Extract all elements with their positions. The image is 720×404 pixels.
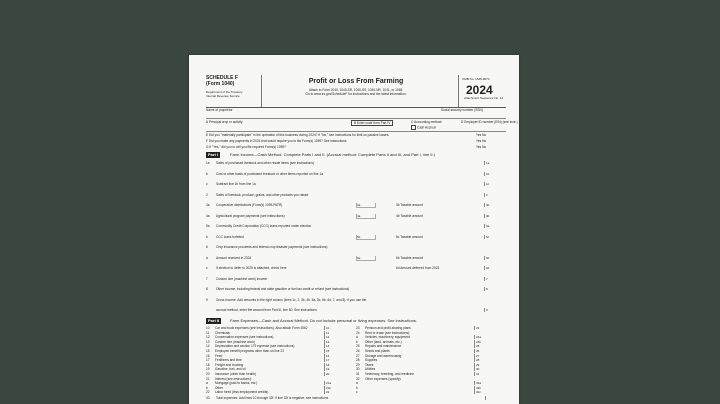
expense-amount-field[interactable]: 18 — [324, 363, 350, 367]
line-right-label: 3b Taxable amount — [396, 203, 423, 207]
principal-crop-label[interactable]: A Principal crop or activity — [206, 120, 243, 124]
expense-amount-field[interactable]: 13 — [324, 340, 350, 344]
expense-amount-field[interactable]: 22 — [324, 390, 350, 394]
line-text: Employee benefit programs other than on line 23 — [215, 349, 284, 353]
income-line — [206, 277, 506, 281]
header-row-a — [206, 120, 518, 125]
line-number: 19 — [206, 367, 210, 372]
expense-line-left — [206, 390, 356, 394]
line-number: 29 — [356, 362, 360, 367]
line-number: b — [206, 385, 208, 390]
expense-line-right — [356, 390, 506, 394]
expense-amount-field[interactable]: 19 — [324, 367, 350, 371]
expense-amount-field[interactable]: 32a — [474, 381, 500, 385]
rule — [206, 131, 506, 132]
line-amount-field[interactable]: 7 — [484, 277, 506, 281]
expense-line-left — [206, 358, 356, 362]
line-text: Freight and trucking — [215, 362, 244, 367]
header-divider — [261, 75, 262, 107]
line-number: a — [356, 335, 358, 340]
line-number: 21 — [206, 376, 210, 381]
expense-line-left — [206, 326, 356, 330]
schedule-label — [206, 75, 238, 87]
line-number: a — [356, 381, 358, 386]
expense-amount-field[interactable]: 20 — [324, 372, 350, 376]
line-number: 16 — [206, 353, 210, 358]
question-e-text: E Did you "materially participate" in the operation of this business during 2024? If "No," see instructions for limit on passive losses. — [206, 133, 390, 137]
expense-line-right — [356, 349, 506, 353]
line-number: 9 — [206, 297, 208, 302]
line-text: Labor hired (less employment credits) — [215, 390, 269, 395]
expense-line-right — [356, 372, 506, 376]
line-text: Interest (see instructions): — [215, 376, 252, 381]
part-1-label: Part I — [208, 152, 219, 157]
line-text: Subtract line 1b from line 1a — [216, 182, 256, 186]
expense-amount-field[interactable]: 17 — [324, 358, 350, 362]
income-line — [206, 287, 506, 291]
line-text: Gasoline, fuel, and oil — [215, 367, 246, 372]
expense-line-right — [356, 367, 506, 371]
form-title: Profit or Loss From Farming — [308, 78, 404, 85]
expense-amount-field[interactable]: 12 — [324, 335, 350, 339]
line-text: Vehicles, machinery, equipment — [365, 335, 410, 340]
income-line — [206, 172, 506, 176]
expense-line-right — [356, 377, 506, 381]
total-expenses-row — [206, 396, 506, 400]
name-row — [206, 108, 506, 112]
line-number: 11 — [206, 330, 210, 335]
line-text: Conservation expenses (see instructions) — [215, 335, 274, 340]
line-text: Rent or lease (see instructions): — [365, 330, 410, 335]
activity-code-field[interactable]: B Enter code from Part IV — [351, 120, 393, 126]
question-f — [206, 139, 506, 143]
expense-line-right — [356, 326, 506, 330]
line-amount-field[interactable]: 1b — [484, 172, 506, 176]
line-text: Mortgage (paid to banks, etc.) — [215, 381, 258, 386]
expense-line-right — [356, 381, 506, 385]
line-number: 12 — [206, 335, 210, 340]
income-line — [206, 182, 506, 186]
line-right-label: 6d Amount deferred from 2023 — [396, 266, 440, 270]
line-amount-field[interactable]: 5c — [484, 235, 506, 239]
expense-line-left — [206, 386, 356, 390]
line-number: 8 — [206, 287, 208, 291]
income-line — [206, 308, 506, 312]
form-subtitle — [266, 88, 446, 96]
line-number: 31 — [356, 372, 360, 376]
question-f-yes-no[interactable]: Yes No — [476, 139, 487, 143]
line-number: b — [356, 385, 358, 390]
question-e-yes-no[interactable]: Yes No — [476, 133, 487, 137]
line-number: 25 — [356, 344, 360, 349]
expense-line-right — [356, 358, 506, 362]
line-number: a — [206, 381, 208, 386]
question-g — [206, 145, 506, 149]
line-number: b — [356, 339, 358, 344]
subtitle-line-2: Go to www.irs.gov/ScheduleF for instructions and the latest information. — [305, 92, 407, 96]
line-text: Amount received in 2024 — [216, 255, 252, 260]
income-line — [206, 245, 506, 249]
part-1-header — [206, 152, 506, 158]
line-text: accrual method, enter the amount from Part III, line 50. See instructions — [216, 308, 317, 312]
line-number: 18 — [206, 362, 210, 367]
ein-field[interactable]: D Employer ID number (EIN) (see instr.) — [461, 120, 518, 124]
line-sub-amount-field[interactable]: 5b — [356, 235, 376, 240]
part-2-label: Part II — [208, 318, 220, 323]
tax-year: 2024 — [466, 83, 493, 97]
line-text: Custom hire (machine work) — [215, 339, 255, 344]
total-expenses-text: Total expenses. Add lines 10 through 32f. If line 32f is negative, see instructions — [216, 396, 329, 400]
expense-amount-field[interactable]: 30 — [474, 367, 500, 371]
expense-line-left — [206, 381, 356, 385]
expense-amount-field[interactable]: 23 — [474, 326, 500, 330]
line-number: 20 — [206, 372, 210, 376]
line-text: Sales of purchased livestock and other resale items (see instructions) — [216, 161, 314, 165]
part-2-title: Farm Expenses—Cash and Accrual Method. Do not include personal or living expenses. See instructions. — [230, 318, 417, 323]
line-amount-field[interactable]: 1c — [484, 182, 506, 186]
income-line — [206, 235, 506, 239]
line-amount-field[interactable]: 6d — [484, 266, 506, 270]
line-number: 3a — [206, 203, 210, 207]
line-number: 27 — [356, 353, 360, 358]
accounting-options[interactable] — [411, 125, 436, 130]
part-2-header — [206, 318, 506, 324]
line-number: 6 — [206, 245, 208, 249]
line-text: Car and truck expenses (see instructions). Also attach Form 4562 — [215, 326, 308, 330]
expense-line-left — [206, 331, 356, 335]
line-number: 32 — [356, 376, 360, 381]
line-number: 15 — [206, 349, 210, 353]
line-amount-field[interactable]: 4b — [484, 214, 506, 218]
income-line — [206, 203, 506, 207]
line-text: Custom hire (machine work) income — [216, 276, 268, 281]
expense-line-right — [356, 363, 506, 367]
line-number: 2 — [206, 192, 208, 197]
line-number: 7 — [206, 276, 208, 281]
line-text: Chemicals — [215, 330, 230, 335]
line-right-label: 5c Taxable amount — [396, 234, 423, 239]
line-number: a — [206, 255, 208, 260]
expense-amount-field[interactable]: 28 — [474, 358, 500, 362]
line-text: Insurance (other than health) — [215, 372, 256, 376]
line-text: CCC loans forfeited — [216, 234, 244, 239]
line-amount-field[interactable]: 8 — [484, 287, 506, 291]
part-1-title: Farm Income—Cash Method. Complete Parts I and II. (Accrual method: Complete Parts II and III, and Part I, line 9.) — [230, 152, 435, 157]
line-right-label: 4b Taxable amount — [396, 213, 423, 218]
line-text: Agricultural program payments (see instructions) — [216, 213, 285, 218]
expense-amount-field[interactable]: 24b — [474, 340, 500, 344]
line-amount-field[interactable]: 2 — [484, 193, 506, 197]
expense-line-left — [206, 372, 356, 376]
line-number: 1a — [206, 161, 210, 165]
line-text: Storage and warehousing — [365, 353, 402, 358]
line-text: Taxes — [365, 362, 374, 367]
line-text: Crop insurance proceeds and federal crop disaster payments (see instructions) — [216, 245, 328, 249]
line-sub-amount-field[interactable]: 3a — [356, 203, 376, 208]
question-e — [206, 133, 506, 137]
line-text: Utilities — [365, 367, 376, 372]
line-number: c — [206, 182, 208, 186]
question-f-text: F Did you make any payments in 2024 that would require you to file Form(s) 1099? See instructions — [206, 139, 347, 143]
line-sub-amount-field[interactable]: 6a — [356, 256, 376, 261]
question-g-yes-no[interactable]: Yes No — [476, 145, 487, 149]
expense-amount-field[interactable]: 21a — [324, 381, 350, 385]
income-line — [206, 161, 506, 165]
ssn-label: Social security number (SSN) — [441, 108, 483, 112]
header-divider — [458, 75, 459, 107]
expense-amount-field[interactable]: 11 — [324, 331, 350, 335]
line-number: c — [206, 266, 208, 270]
expense-amount-field[interactable]: 32c — [474, 390, 500, 394]
income-line — [206, 224, 506, 228]
income-line — [206, 193, 506, 197]
line-text: Supplies — [365, 358, 378, 363]
department-label: Department of the Treasury Internal Revenue Service — [206, 90, 243, 98]
expense-line-left — [206, 344, 356, 348]
line-number: 13 — [206, 339, 210, 344]
rule — [206, 118, 506, 119]
expense-line-left — [206, 349, 356, 353]
form-header — [206, 75, 506, 108]
expense-line-right — [356, 335, 506, 339]
line-number: 5a — [206, 224, 210, 228]
line-text: Sales of livestock, produce, grains, and other products you raised — [216, 192, 309, 197]
line-number: 14 — [206, 344, 210, 349]
expense-amount-field[interactable]: 25 — [474, 344, 500, 348]
omb-number: OMB No. 1545-0074 — [462, 77, 490, 81]
form-reference: (Form 1040) — [206, 81, 235, 87]
expense-amount-field[interactable]: 29 — [474, 363, 500, 367]
line-number: 4a — [206, 213, 210, 218]
line-number: b — [206, 171, 208, 176]
line-text: Feed — [215, 353, 223, 358]
expense-amount-field[interactable]: 15 — [324, 349, 350, 353]
accounting-options-row — [206, 125, 506, 129]
line-text: If election to defer to 2025 is attached, check here — [216, 266, 287, 270]
line-number: 26 — [356, 349, 360, 353]
expense-amount-field[interactable]: 14 — [324, 344, 350, 348]
expense-amount-field[interactable]: 21b — [324, 386, 350, 390]
subtitle-line-1: Attach to Form 1040, 1040-SR, 1040-SS, 1040-NR, 1041, or 1065. — [308, 88, 404, 92]
expense-line-left — [206, 363, 356, 367]
line-right-label: 6b Taxable amount — [396, 255, 423, 260]
line-text: Other income, including federal and state gasoline or fuel tax credit or refund (see instructions) — [216, 287, 350, 291]
income-line — [206, 256, 506, 260]
expense-line-left — [206, 340, 356, 344]
expense-amount-field[interactable]: 16 — [324, 354, 350, 358]
accounting-options-label: Cash Accrual — [416, 125, 436, 130]
expense-line-right — [356, 354, 506, 358]
line-amount-field[interactable]: 6b — [484, 256, 506, 260]
expense-line-left — [206, 354, 356, 358]
line-number: 10 — [206, 326, 210, 330]
tax-form-page — [189, 55, 519, 404]
line-text: Other expenses (specify): — [365, 376, 402, 381]
line-text: Veterinary, breeding, and medicine — [365, 372, 415, 376]
line-number: 23 — [356, 326, 360, 330]
line-text: Cooperative distributions (Form(s) 1099-PATR) — [216, 203, 283, 207]
line-text: Seeds and plants — [365, 349, 390, 353]
line-number: b — [206, 234, 208, 239]
expense-amount-field[interactable]: 27 — [474, 354, 500, 358]
line-text: Pension and profit-sharing plans — [365, 326, 411, 330]
line-text: Cost or other basis of purchased livestock or other items reported on line 1a — [216, 171, 324, 176]
expense-line-left — [206, 377, 356, 381]
line-sub-amount-field[interactable]: 4a — [356, 214, 376, 219]
expense-line-left — [206, 367, 356, 371]
schedule-name: SCHEDULE F — [206, 75, 238, 81]
expense-line-left — [206, 335, 356, 339]
total-amount-field[interactable] — [485, 396, 506, 400]
total-line-number: 33 — [206, 396, 210, 400]
line-text: Fertilizers and lime — [215, 358, 242, 363]
expense-amount-field[interactable]: 26 — [474, 349, 500, 353]
income-line — [206, 214, 506, 218]
cash-checkbox[interactable] — [411, 125, 416, 130]
line-number: 17 — [206, 358, 210, 363]
line-number: 24 — [356, 330, 360, 335]
attachment-sequence: Attachment Sequence No. 14 — [464, 96, 504, 100]
expense-line-right — [356, 344, 506, 348]
line-text: Commodity Credit Corporation (CCC) loans reported under election — [216, 224, 312, 228]
line-text: Gross income. Add amounts in the right column (lines 1c, 2, 3b, 4b, 5a, 5c, 6b, 6d, 7, and 8). If you use the — [216, 297, 367, 302]
expense-amount-field[interactable]: 24a — [474, 335, 500, 339]
question-g-text: G If "Yes," did you or will you file required Form(s) 1099? — [206, 145, 286, 149]
line-text: Repairs and maintenance — [365, 344, 402, 349]
expense-amount-field[interactable]: 10 — [324, 326, 350, 330]
expense-line-right — [356, 340, 506, 344]
income-line — [206, 298, 506, 302]
expense-amount-field[interactable]: 32b — [474, 386, 500, 390]
expense-line-right — [356, 331, 506, 335]
line-amount-field[interactable]: 5a — [484, 224, 506, 228]
expense-line-right — [356, 386, 506, 390]
line-number: 28 — [356, 358, 360, 363]
line-text: Other — [215, 385, 223, 390]
line-text: Other (land, animals, etc.) — [365, 339, 402, 344]
line-number: c — [356, 390, 358, 395]
line-amount-field[interactable]: 1a — [484, 161, 506, 165]
line-text: Depreciation and section 179 expense (see instructions) — [215, 344, 295, 349]
expense-amount-field[interactable]: 31 — [474, 372, 500, 376]
line-number: 30 — [356, 367, 360, 372]
line-number: 22 — [206, 390, 210, 395]
name-label: Name of proprietor — [206, 108, 233, 112]
line-amount-field[interactable]: 3b — [484, 203, 506, 207]
line-amount-field[interactable]: 9 — [484, 308, 506, 312]
income-line — [206, 266, 506, 270]
accounting-method-label: C Accounting method: — [411, 120, 443, 124]
